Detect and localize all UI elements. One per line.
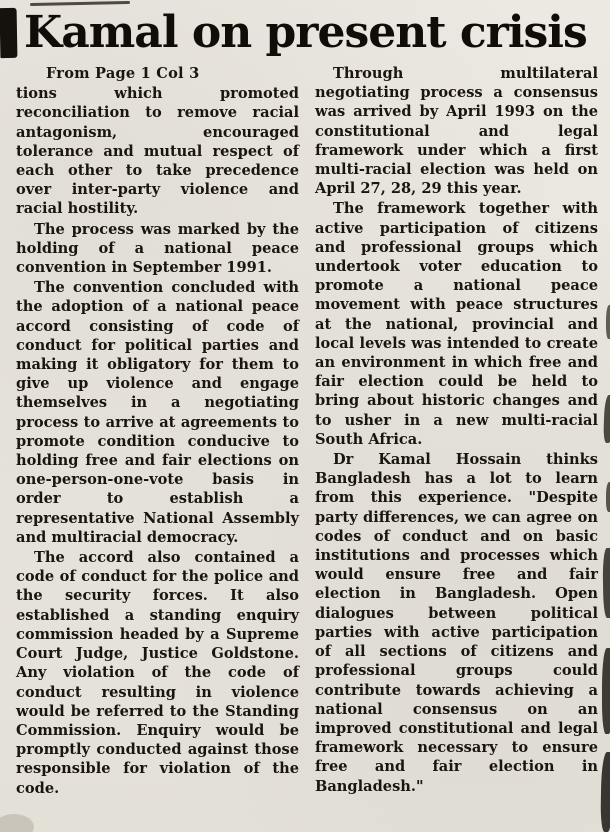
column-right [315, 64, 598, 799]
scan-edge-blot [600, 752, 610, 832]
scan-ink-bar-left [0, 8, 17, 58]
paragraph: tions which promoted reconciliation to remove racial antagonism, encouraged tolerance and mutual respect of each other to take precedence over inter-party violence and racial hostility. [16, 85, 299, 218]
paragraph: Through multilateral negotiating process a consensus was arrived by April 1993 on the constitutional and legal framework under which a first multi-racial election was held on April 27, 28, 29 this year. [315, 65, 598, 198]
headline: Kamal on present crisis [24, 7, 587, 58]
scan-corner-smudge [0, 814, 34, 832]
article-columns [0, 62, 610, 799]
paragraph: The accord also contained a code of conduct for the police and the security forces. It also established a standing enquiry commission headed by a Supreme Court Judge, Justice Goldstone. Any violation of the code of conduct resulting in violence would be referred to the Standing Commission. Enquiry would be promptly conducted against those responsible for violation of the code. [16, 549, 299, 797]
scan-rule-top [30, 1, 130, 6]
scan-edge-blot [606, 305, 610, 339]
scan-edge-blot [602, 548, 610, 618]
paragraph: The process was marked by the holding of a national peace convention in September 1991. [16, 220, 299, 277]
continuation-note: From Page 1 Col 3 [46, 65, 200, 82]
paragraph: The framework together with active participation of citizens and professional groups which undertook voter education to promote a national peace movement with peace structures at the national, provincial and local levels was intended to create an environment in which free and fair election could be held to bring about historic changes and to usher in a new multi-racial South Africa. [315, 200, 598, 448]
column-left [16, 64, 299, 799]
scan-edge-blot [606, 482, 610, 512]
paragraph: Dr Kamal Hossain thinks Bangladesh has a lot to learn from this experience. "Despite party differences, we can agree on codes of conduct and on basic institutions and processes which would ensure free and fair election in Bangladesh. Open dialogues between political parties with active participation of all sections of citizens and professional groups could contribute towards achieving a national consensus on an improved constitutional and legal framework necessary to ensure free and fair election in Bangladesh." [315, 451, 598, 795]
paragraph: The convention concluded with the adoption of a national peace accord consisting of code of conduct for political parties and making it obligatory for them to give up violence and engage themselves in a negotiating process to arrive at agreements to promote condition conducive to holding free and fair elections on one-person-one-vote basis in order to establish a representative National Assembly and multiracial democracy. [16, 279, 299, 546]
scan-edge-blot [602, 648, 610, 734]
